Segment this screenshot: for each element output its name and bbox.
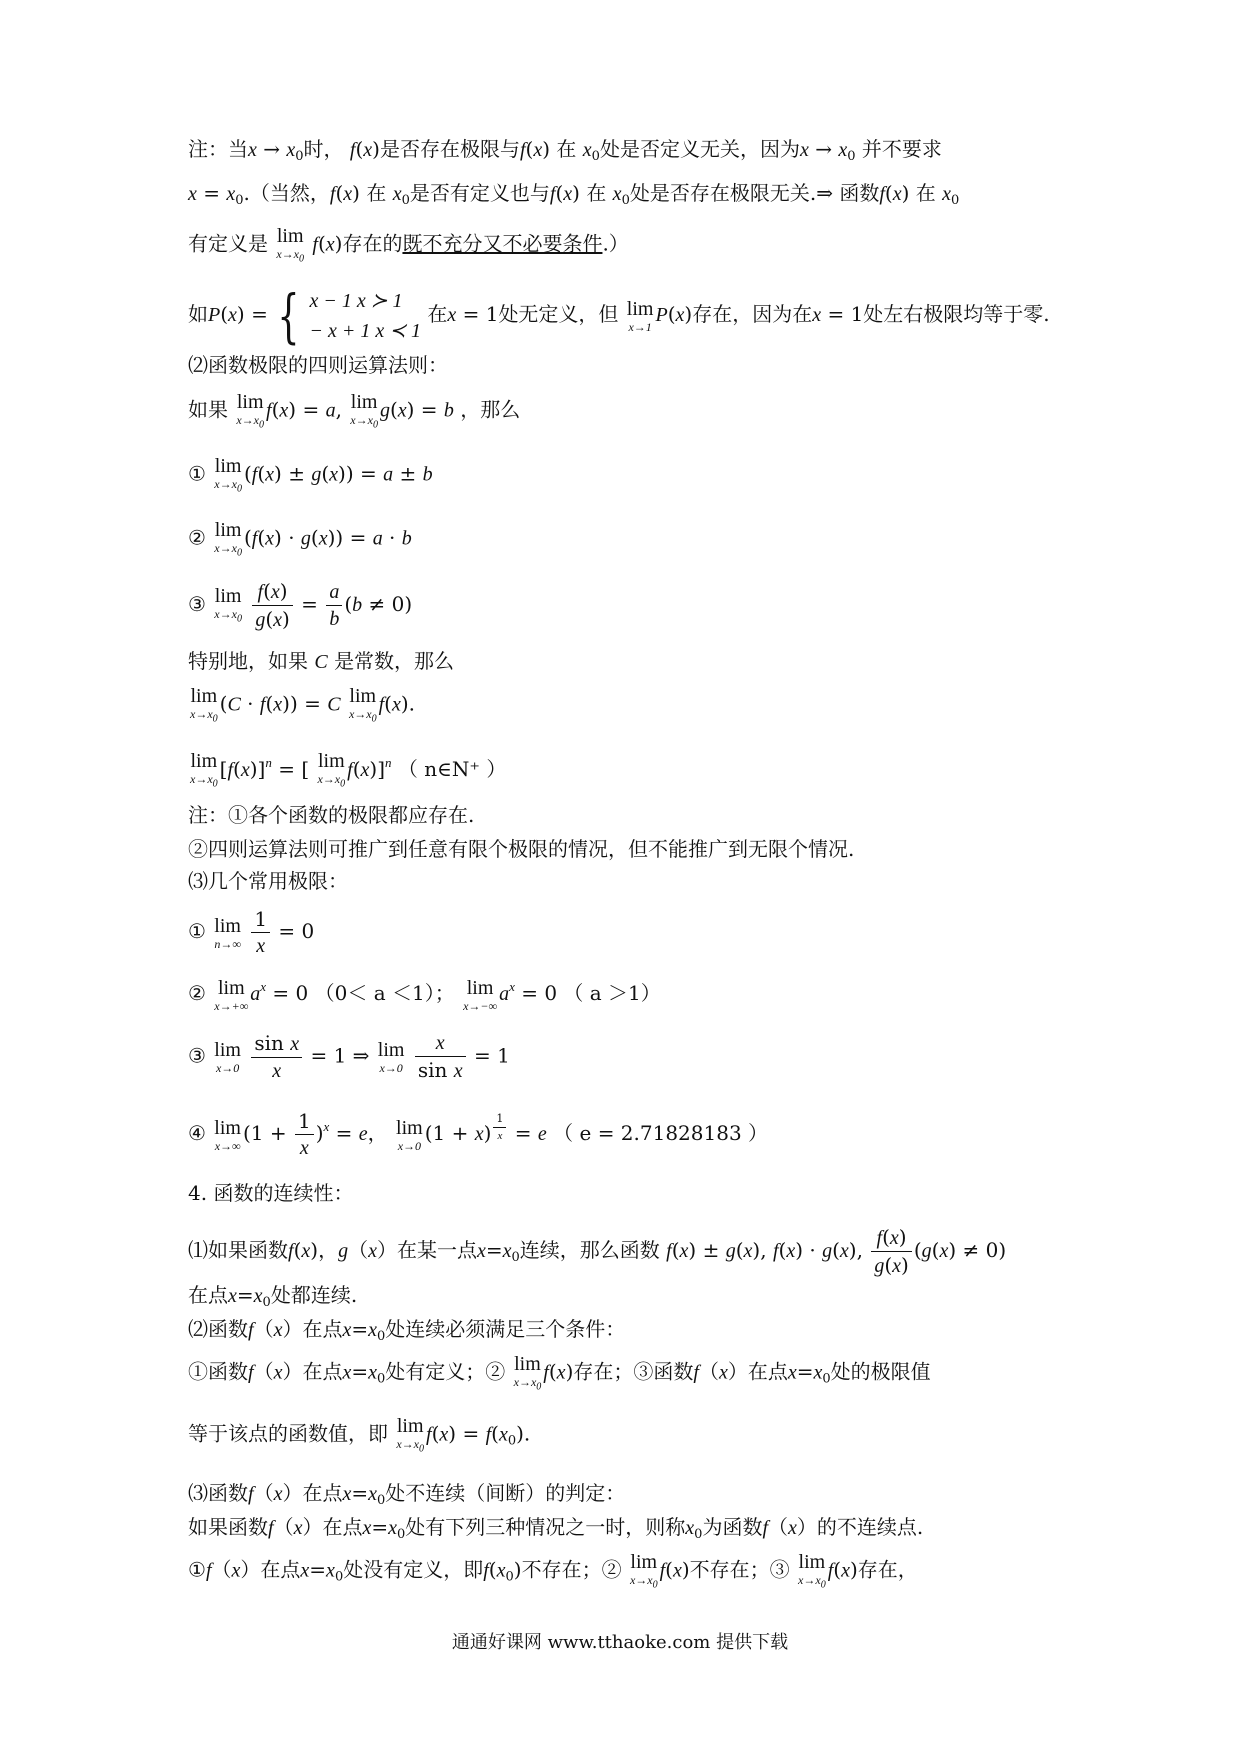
- text: 在: [586, 181, 607, 205]
- case-2: − x + 1 x ≺ 1: [309, 319, 421, 342]
- text: 在点: [188, 1283, 228, 1307]
- text: 特别地，如果: [188, 649, 308, 673]
- text: 处有定义；②: [385, 1359, 506, 1384]
- text: 在: [915, 181, 936, 205]
- text: 在点: [260, 1557, 301, 1582]
- continuity-2: ⑵函数f（x）在点$x=x_0$处连续必须满足三个条件：: [188, 1317, 626, 1344]
- text: 的不连续点.: [816, 1515, 924, 1539]
- page-footer: 通通好课网 www.tthaoke.com 提供下载: [451, 1632, 789, 1653]
- text: 并不要求: [861, 137, 942, 161]
- text: ⑴如果函数: [188, 1238, 288, 1262]
- text: 在点: [302, 1317, 343, 1341]
- text: （ a ＞1）: [563, 981, 661, 1005]
- text: 连续，那么函数: [519, 1238, 660, 1262]
- rule-3: ③ lim $x\to x_0$ $\frac{f(x)}{g(x)}$ = $\frac{a}{b}$ (b ≠ 0): [188, 579, 413, 631]
- discontinuity-1: ⑶函数f（x）在点$x=x_0$处不连续（间断）的判定：: [188, 1481, 626, 1508]
- text: 在某一点: [396, 1238, 477, 1262]
- circled-number: ①: [188, 461, 206, 486]
- text: 处左右极限均等于零.: [863, 302, 1050, 326]
- text: 是否有定义也与: [409, 181, 550, 205]
- text: .（当然，: [243, 181, 330, 205]
- rule-2: ② lim $x\to x_0$ (f(x) · g(x)) = a · b: [188, 519, 412, 559]
- text: 处连续必须满足三个条件：: [385, 1317, 626, 1341]
- limit-operator: lim $x\to x_0$: [276, 225, 305, 265]
- section-4-heading: 4. 函数的连续性：: [188, 1181, 354, 1205]
- common-limit-4: ④ lim x→∞ (1 + $\frac{1}{x}$ )$^x$ = e， lim x→0 (1 + x) $^{\frac{1}{x}}$ = e （ e = 2.71828183 ）: [188, 1109, 769, 1159]
- text: 不存在；②: [521, 1557, 622, 1582]
- rule-1: ① lim $x\to x_0$ (f(x) ± g(x)) = a ± b: [188, 455, 433, 495]
- text: ⑵函数: [188, 1317, 248, 1341]
- text: 在点: [302, 1481, 343, 1505]
- text: 是否存在极限与: [379, 137, 520, 161]
- common-limit-3: ③ lim x→0 $\frac{\text{sin x}}{x}$ = 1 ⇒ lim x→0 $\frac{x}{\text{sin x}}$ = 1: [188, 1031, 510, 1082]
- text: .）: [602, 231, 629, 256]
- discontinuity-2: 如果函数f（x）在点$x=x_0$处有下列三种情况之一时，则称$x_0$为函数f（x）的不连续点.: [188, 1515, 924, 1542]
- text: 时，: [303, 137, 344, 161]
- text: 处是否定义无关，因为: [599, 137, 800, 161]
- note-2: ②四则运算法则可推广到任意有限个极限的情况，但不能推广到无限个情况.: [188, 837, 855, 861]
- text: ，: [318, 1238, 339, 1262]
- text: 处没有定义，即: [343, 1557, 484, 1582]
- section-heading-3: ⑶几个常用极限：: [188, 869, 348, 893]
- circled-number: ②: [188, 525, 206, 550]
- text: 等于该点的函数值，即: [188, 1421, 388, 1446]
- text: 处无定义，但: [498, 302, 619, 326]
- underlined-text: 既不充分又不必要条件: [402, 231, 603, 256]
- constant-rule: lim $x\to x_0$ (C · f(x)) = C lim $x\to x_0$ f(x).: [190, 685, 416, 725]
- section-heading-2: ⑵函数极限的四则运算法则：: [188, 353, 448, 377]
- text: 处是否存在极限无关.⇒ 函数: [629, 181, 880, 205]
- text: .: [523, 1421, 531, 1446]
- text: 是常数，那么: [334, 649, 455, 673]
- piecewise-cases: [309, 286, 421, 346]
- note-1: 注：①各个函数的极限都应存在.: [188, 803, 475, 827]
- circled-number: ④: [188, 1121, 206, 1145]
- circled-number: ①: [188, 919, 206, 943]
- text: 在点: [747, 1359, 788, 1384]
- common-limit-2: ② lim x→+∞ $a^x = 0$ （0＜ a ＜1）； lim x→−∞ $a^x = 0$ （ a ＞1）: [188, 976, 661, 1013]
- text: 存在的: [342, 231, 403, 256]
- continuity-4: 等于该点的函数值，即 lim $x\to x_0$ $f(x) = f(x_0)$.: [188, 1415, 531, 1455]
- text: 有定义是: [188, 231, 268, 256]
- text: 不存在；③: [689, 1557, 790, 1582]
- text: （ n∈N⁺ ）: [397, 757, 507, 781]
- continuity-3: ①函数f（x）在点$x=x_0$处有定义；② lim $x\to x_0$ f(x)存在；③函数f（x）在点$x=x_0$处的极限值: [188, 1353, 931, 1393]
- case-1: x − 1 x ≻ 1: [309, 289, 403, 312]
- text: ，那么: [460, 397, 521, 422]
- text: 处都连续.: [270, 1283, 358, 1307]
- text: 处不连续（间断）的判定：: [385, 1481, 626, 1505]
- note-line-2: $x = x_0$.（当然，f(x) 在 $x_0$是否有定义也与f(x) 在 $x_0$处是否存在极限无关.⇒ 函数f(x) 在 $x_0$: [188, 181, 960, 208]
- limit-operator: lim x→1: [626, 297, 654, 334]
- text: 存在，因为在: [692, 302, 813, 326]
- circled-number: ①: [188, 1557, 206, 1582]
- text: 为函数: [702, 1515, 763, 1539]
- text: 如果函数: [188, 1515, 268, 1539]
- text: 存在，: [857, 1557, 918, 1582]
- continuity-1-cont: 在点$x=x_0$处都连续.: [188, 1283, 358, 1310]
- text: 如果: [188, 397, 228, 422]
- text: 在: [427, 302, 448, 326]
- text: 在: [556, 137, 577, 161]
- text: （ e = 2.71828183 ）: [553, 1121, 769, 1145]
- power-rule: lim $x\to x_0$ $[f(x)]^n$ = [ lim $x\to x_0$ f(x)]$^n$ （ n∈N⁺ ）: [190, 750, 507, 790]
- circled-number: ③: [188, 1043, 206, 1068]
- text: （0＜ a ＜1）；: [314, 981, 455, 1005]
- piecewise-example: 如P(x) = { x − 1 x ≻ 1 − x + 1 x ≺ 1 在x = 1处无定义，但 lim x→1 P(x)存在，因为在x = 1处左右极限均等于零.: [188, 281, 1050, 350]
- text: ①函数: [188, 1359, 248, 1384]
- text: 处有下列三种情况之一时，则称: [405, 1515, 686, 1539]
- text: 在: [366, 181, 387, 205]
- text: 在点: [322, 1515, 363, 1539]
- note-line-1: 注：当$x \to x_0$时， f(x)是否存在极限与f(x) 在 $x_0$处是否定义无关，因为$x \to x_0$ 并不要求: [188, 137, 942, 164]
- if-line: 如果 lim $x\to x_0$ f(x) = a, lim $x\to x_0$ g(x) = b ，那么: [188, 391, 521, 431]
- note-line-3: 有定义是 lim $x\to x_0$ f(x)存在的既不充分又不必要条件.）: [188, 225, 629, 265]
- brace-icon: {: [277, 281, 300, 350]
- text: ⑶函数: [188, 1481, 248, 1505]
- text: 处的极限值: [830, 1359, 931, 1384]
- continuity-1: ⑴如果函数f(x)，g（x）在某一点$x=x_0$连续，那么函数 f(x) ± g(x), f(x) · g(x), $\frac{f(x)}{g(x)}$ (g(x) ≠ 0): [188, 1225, 1007, 1277]
- text: 注：当: [188, 137, 248, 161]
- common-limit-1: ① lim n→∞ $\frac{1}{x}$ = 0: [188, 907, 315, 957]
- text: 如: [188, 302, 208, 326]
- discontinuity-3: ①f（x）在点$x=x_0$处没有定义，即$f(x_0)$不存在；② lim $x\to x_0$ f(x)不存在；③ lim $x\to x_0$ f(x)存在，: [188, 1551, 918, 1591]
- text: 在点: [302, 1359, 343, 1384]
- text: 存在；③函数: [573, 1359, 694, 1384]
- circled-number: ②: [188, 981, 206, 1005]
- circled-number: ③: [188, 592, 206, 616]
- special-case: 特别地，如果 C 是常数，那么: [188, 649, 455, 673]
